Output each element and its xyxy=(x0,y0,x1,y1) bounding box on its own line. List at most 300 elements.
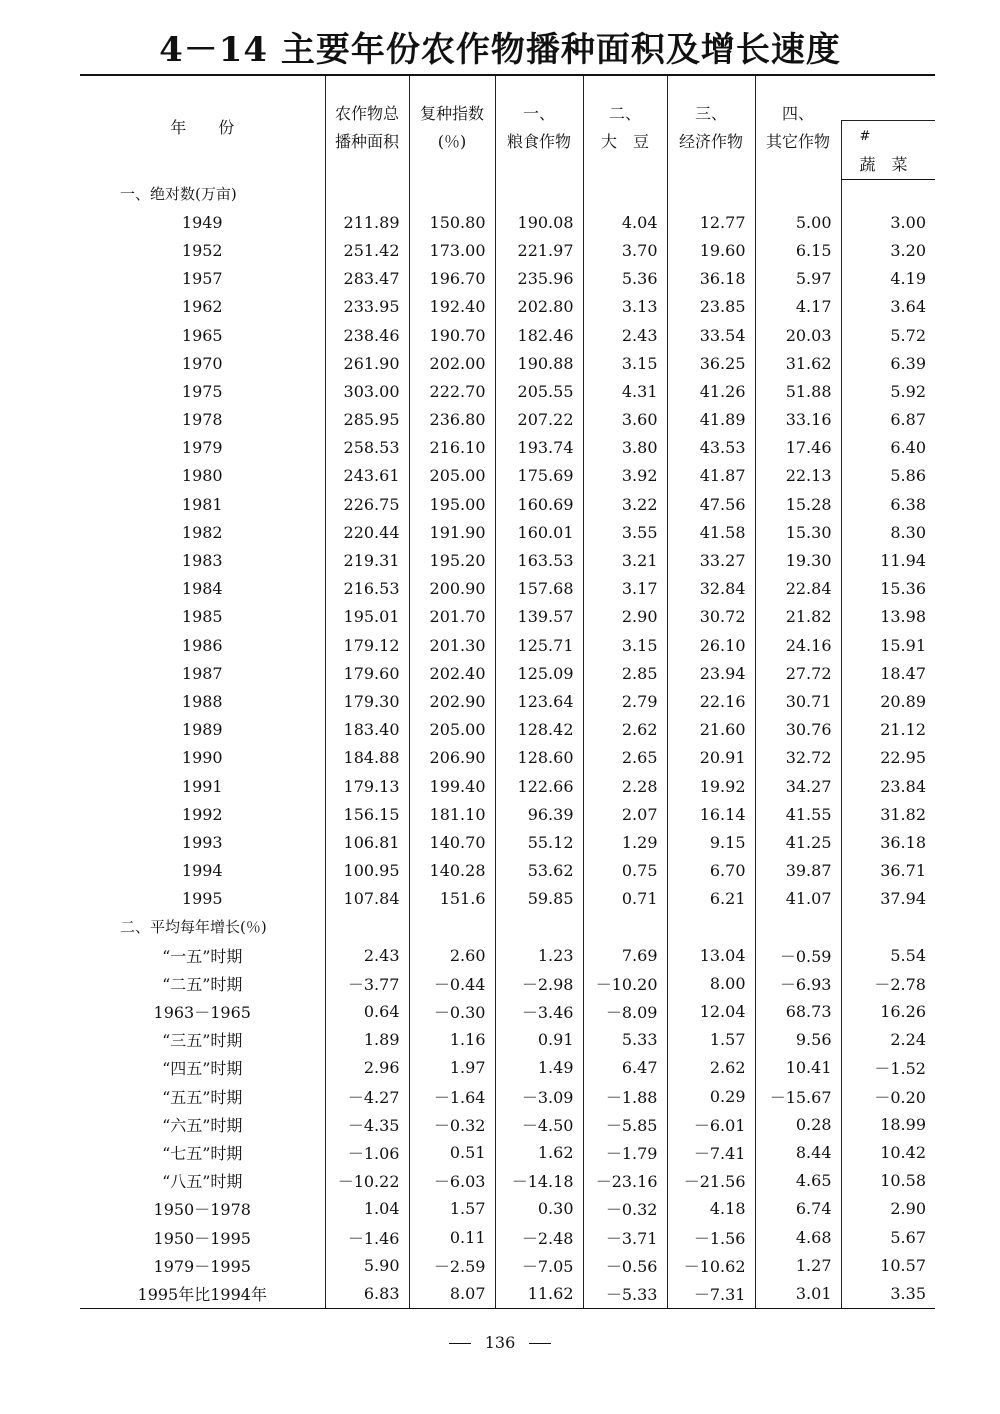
table-cell: 128.60 xyxy=(495,744,583,772)
table-cell: 36.18 xyxy=(667,265,755,293)
table-cell: 9.15 xyxy=(667,828,755,856)
empty-cell xyxy=(495,180,583,209)
table-cell: 251.42 xyxy=(325,236,409,264)
table-cell: 122.66 xyxy=(495,772,583,800)
table-cell: 32.72 xyxy=(755,744,841,772)
table-cell: 2.07 xyxy=(583,800,667,828)
header-vegetables xyxy=(841,121,935,180)
table-cell: 219.31 xyxy=(325,546,409,574)
table-cell: 3.70 xyxy=(583,236,667,264)
table-row xyxy=(80,434,935,462)
table-cell: 5.90 xyxy=(325,1251,409,1279)
table-row xyxy=(80,857,935,885)
table-row xyxy=(80,716,935,744)
table-cell: 27.72 xyxy=(755,659,841,687)
table-cell: 4.68 xyxy=(755,1223,841,1251)
table-cell: 3.55 xyxy=(583,518,667,546)
table-row xyxy=(80,941,935,969)
table-cell: 196.70 xyxy=(409,265,495,293)
row-label: “六五”时期 xyxy=(162,1115,243,1135)
table-cell: －3.46 xyxy=(495,997,583,1025)
table-cell: 33.27 xyxy=(667,546,755,574)
table-row xyxy=(80,1195,935,1223)
empty-cell xyxy=(583,180,667,209)
table-cell: 151.6 xyxy=(409,885,495,913)
table-row xyxy=(80,828,935,856)
row-label: “四五”时期 xyxy=(162,1059,243,1079)
table-cell: 283.47 xyxy=(325,265,409,293)
table-cell: 1.16 xyxy=(409,1026,495,1054)
header-year-label: 年 份 xyxy=(170,117,235,137)
table-cell: 96.39 xyxy=(495,800,583,828)
table-cell: －2.78 xyxy=(841,969,935,997)
table-cell: 235.96 xyxy=(495,265,583,293)
table-cell: 18.99 xyxy=(841,1110,935,1138)
table-row xyxy=(80,772,935,800)
table-cell: －1.06 xyxy=(325,1138,409,1166)
table-cell: －1.88 xyxy=(583,1082,667,1110)
table-cell: 220.44 xyxy=(325,518,409,546)
table-cell: －14.18 xyxy=(495,1167,583,1195)
row-label: 1993 xyxy=(181,832,223,852)
table-cell: 0.51 xyxy=(409,1138,495,1166)
table-row xyxy=(80,1223,935,1251)
table-cell: 179.12 xyxy=(325,631,409,659)
table-cell: 179.30 xyxy=(325,687,409,715)
table-row xyxy=(80,518,935,546)
table-row xyxy=(80,377,935,405)
row-label: 1989 xyxy=(181,720,223,740)
empty-cell xyxy=(325,913,409,941)
table-cell: 26.10 xyxy=(667,631,755,659)
header-veg-line2: 蔬 菜 xyxy=(859,155,908,174)
table-cell: 3.01 xyxy=(755,1279,841,1308)
header-grain-line1: 一、 xyxy=(522,103,555,123)
table-cell: 6.47 xyxy=(583,1054,667,1082)
table-cell: 4.17 xyxy=(755,293,841,321)
header-total-line2: 播种面积 xyxy=(334,131,399,151)
table-cell: 123.64 xyxy=(495,687,583,715)
table-cell: 4.65 xyxy=(755,1167,841,1195)
table-row xyxy=(80,800,935,828)
table-cell: －5.85 xyxy=(583,1110,667,1138)
header-soybean xyxy=(583,75,667,180)
header-veg-line1: # xyxy=(859,129,871,144)
table-cell: 41.25 xyxy=(755,828,841,856)
table-cell: 195.00 xyxy=(409,490,495,518)
empty-cell xyxy=(409,180,495,209)
empty-cell xyxy=(667,180,755,209)
row-label: 1985 xyxy=(181,607,223,627)
table-cell: 10.58 xyxy=(841,1167,935,1195)
table-cell: 6.40 xyxy=(841,434,935,462)
table-cell: 285.95 xyxy=(325,406,409,434)
table-row xyxy=(80,1026,935,1054)
table-cell: －7.05 xyxy=(495,1251,583,1279)
table-cell: 31.82 xyxy=(841,800,935,828)
table-cell: 182.46 xyxy=(495,321,583,349)
table-cell: 19.30 xyxy=(755,546,841,574)
page-title: 4－14 主要年份农作物播种面积及增长速度 xyxy=(159,30,841,70)
table-cell: 190.08 xyxy=(495,208,583,236)
row-label: 1990 xyxy=(181,748,223,768)
table-cell: 3.00 xyxy=(841,208,935,236)
table-cell: 199.40 xyxy=(409,772,495,800)
table-cell: 6.74 xyxy=(755,1195,841,1223)
table-cell: 43.53 xyxy=(667,434,755,462)
table-cell: 37.94 xyxy=(841,885,935,913)
table-cell: 5.86 xyxy=(841,462,935,490)
empty-cell xyxy=(755,913,841,941)
table-cell: 41.87 xyxy=(667,462,755,490)
table-cell: 2.90 xyxy=(841,1195,935,1223)
table-cell: －0.30 xyxy=(409,997,495,1025)
table-cell: 10.57 xyxy=(841,1251,935,1279)
table-cell: 3.92 xyxy=(583,462,667,490)
table-cell: 303.00 xyxy=(325,377,409,405)
table-cell: －1.46 xyxy=(325,1223,409,1251)
section-label: 二、平均每年增长(％) xyxy=(120,918,267,937)
table-cell: －6.03 xyxy=(409,1167,495,1195)
table-cell: 205.00 xyxy=(409,716,495,744)
table-cell: －0.44 xyxy=(409,969,495,997)
table-cell: 3.17 xyxy=(583,575,667,603)
table-cell: 55.12 xyxy=(495,828,583,856)
table-cell: 32.84 xyxy=(667,575,755,603)
table-cell: 33.16 xyxy=(755,406,841,434)
table-cell: －2.48 xyxy=(495,1223,583,1251)
header-other-line2: 其它作物 xyxy=(765,131,830,151)
table-cell: 1.04 xyxy=(325,1195,409,1223)
table-cell: 41.07 xyxy=(755,885,841,913)
table-row xyxy=(80,631,935,659)
empty-cell xyxy=(325,180,409,209)
table-cell: 16.14 xyxy=(667,800,755,828)
table-cell: 175.69 xyxy=(495,462,583,490)
table-cell: 22.95 xyxy=(841,744,935,772)
header-multiple-cropping xyxy=(409,75,495,180)
row-label: 1950－1995 xyxy=(153,1228,251,1248)
table-row xyxy=(80,1110,935,1138)
table-row xyxy=(80,293,935,321)
table-cell: －0.59 xyxy=(755,941,841,969)
empty-cell xyxy=(841,180,935,209)
row-label: 1952 xyxy=(181,240,223,260)
table-cell: 179.60 xyxy=(325,659,409,687)
table-row xyxy=(80,1279,935,1308)
table-cell: 5.00 xyxy=(755,208,841,236)
table-cell: 8.44 xyxy=(755,1138,841,1166)
header-veg-blank xyxy=(841,75,935,121)
table-row xyxy=(80,1054,935,1082)
table-cell: 0.91 xyxy=(495,1026,583,1054)
table-cell: 201.30 xyxy=(409,631,495,659)
table-cell: 18.47 xyxy=(841,659,935,687)
table-cell: 0.75 xyxy=(583,857,667,885)
table-cell: 1.27 xyxy=(755,1251,841,1279)
table-cell: 2.24 xyxy=(841,1026,935,1054)
table-cell: 12.04 xyxy=(667,997,755,1025)
table-cell: －4.35 xyxy=(325,1110,409,1138)
table-cell: 2.65 xyxy=(583,744,667,772)
table-cell: 211.89 xyxy=(325,208,409,236)
table-header xyxy=(80,75,935,180)
table-cell: 15.30 xyxy=(755,518,841,546)
table-cell: －23.16 xyxy=(583,1167,667,1195)
table-cell: 1.49 xyxy=(495,1054,583,1082)
table-cell: 140.28 xyxy=(409,857,495,885)
table-cell: 30.76 xyxy=(755,716,841,744)
table-cell: 23.85 xyxy=(667,293,755,321)
table-row xyxy=(80,462,935,490)
table-cell: 233.95 xyxy=(325,293,409,321)
table-cell: 2.79 xyxy=(583,687,667,715)
table-row xyxy=(80,603,935,631)
table-cell: －10.22 xyxy=(325,1167,409,1195)
header-multi-line1: 复种指数 xyxy=(419,103,484,123)
table-cell: 3.15 xyxy=(583,631,667,659)
table-cell: 193.74 xyxy=(495,434,583,462)
table-cell: 160.01 xyxy=(495,518,583,546)
table-row xyxy=(80,744,935,772)
table-row xyxy=(80,969,935,997)
table-row xyxy=(80,546,935,574)
table-cell: －7.31 xyxy=(667,1279,755,1308)
table-cell: －21.56 xyxy=(667,1167,755,1195)
table-cell: 6.15 xyxy=(755,236,841,264)
table-cell: 125.09 xyxy=(495,659,583,687)
table-cell: 3.21 xyxy=(583,546,667,574)
table-cell: 156.15 xyxy=(325,800,409,828)
table-cell: 1.62 xyxy=(495,1138,583,1166)
table-cell: 236.80 xyxy=(409,406,495,434)
table-cell: 12.77 xyxy=(667,208,755,236)
header-econ-line1: 三、 xyxy=(694,103,727,123)
table-cell: －3.09 xyxy=(495,1082,583,1110)
table-cell: 202.90 xyxy=(409,687,495,715)
table-cell: 5.33 xyxy=(583,1026,667,1054)
row-label: 1979 xyxy=(181,438,223,458)
table-cell: 5.92 xyxy=(841,377,935,405)
table-cell: 13.98 xyxy=(841,603,935,631)
page-number xyxy=(0,1333,1000,1352)
table-cell: 17.46 xyxy=(755,434,841,462)
table-cell: －0.32 xyxy=(409,1110,495,1138)
table-cell: 4.18 xyxy=(667,1195,755,1223)
table-cell: 53.62 xyxy=(495,857,583,885)
table-cell: 24.16 xyxy=(755,631,841,659)
row-label: 1988 xyxy=(181,691,223,711)
table-cell: 243.61 xyxy=(325,462,409,490)
table-cell: 22.13 xyxy=(755,462,841,490)
header-total-line1: 农作物总 xyxy=(334,103,399,123)
table-cell: 34.27 xyxy=(755,772,841,800)
table-cell: 19.60 xyxy=(667,236,755,264)
table-cell: －8.09 xyxy=(583,997,667,1025)
empty-cell xyxy=(755,180,841,209)
table-cell: 2.60 xyxy=(409,941,495,969)
row-label: 1995年比1994年 xyxy=(80,1279,325,1308)
table-cell: 0.29 xyxy=(667,1082,755,1110)
table-cell: －6.01 xyxy=(667,1110,755,1138)
table-cell: 0.30 xyxy=(495,1195,583,1223)
table-cell: 2.85 xyxy=(583,659,667,687)
table-cell: 6.39 xyxy=(841,349,935,377)
row-label: “一五”时期 xyxy=(162,946,243,966)
table-cell: 13.04 xyxy=(667,941,755,969)
table-cell: 4.19 xyxy=(841,265,935,293)
row-label: “五五”时期 xyxy=(162,1087,243,1107)
table-cell: 2.62 xyxy=(583,716,667,744)
header-econ-line2: 经济作物 xyxy=(678,131,743,151)
table-cell: 0.28 xyxy=(755,1110,841,1138)
table-cell: 2.43 xyxy=(325,941,409,969)
row-label: 1982 xyxy=(181,522,223,542)
table-cell: 3.60 xyxy=(583,406,667,434)
table-cell: 3.80 xyxy=(583,434,667,462)
table-cell: 41.58 xyxy=(667,518,755,546)
table-cell: 33.54 xyxy=(667,321,755,349)
table-cell: 190.70 xyxy=(409,321,495,349)
table-cell: 22.16 xyxy=(667,687,755,715)
table-cell: －1.52 xyxy=(841,1054,935,1082)
table-cell: 15.91 xyxy=(841,631,935,659)
row-label: 1980 xyxy=(181,466,223,486)
table-cell: 20.91 xyxy=(667,744,755,772)
table-cell: 1.97 xyxy=(409,1054,495,1082)
table-cell: 3.22 xyxy=(583,490,667,518)
table-cell: 173.00 xyxy=(409,236,495,264)
table-cell: 139.57 xyxy=(495,603,583,631)
section-row xyxy=(80,913,935,941)
table-cell: 106.81 xyxy=(325,828,409,856)
table-cell: －10.62 xyxy=(667,1251,755,1279)
table-cell: 179.13 xyxy=(325,772,409,800)
table-cell: －1.79 xyxy=(583,1138,667,1166)
table-cell: 5.97 xyxy=(755,265,841,293)
row-label: 1975 xyxy=(181,381,223,401)
header-soy-line2: 大 豆 xyxy=(600,131,649,151)
row-label: 1991 xyxy=(181,776,223,796)
table-cell: 5.36 xyxy=(583,265,667,293)
section-label: 一、绝对数(万亩) xyxy=(120,185,237,204)
table-cell: 258.53 xyxy=(325,434,409,462)
table-cell: 16.26 xyxy=(841,997,935,1025)
table-cell: －0.32 xyxy=(583,1195,667,1223)
table-cell: 2.28 xyxy=(583,772,667,800)
table-cell: 59.85 xyxy=(495,885,583,913)
table-cell: 2.62 xyxy=(667,1054,755,1082)
table-cell: －3.77 xyxy=(325,969,409,997)
header-multi-line2: (％) xyxy=(437,131,467,151)
table-cell: 221.97 xyxy=(495,236,583,264)
table-cell: 7.69 xyxy=(583,941,667,969)
table-cell: 183.40 xyxy=(325,716,409,744)
table-cell: 39.87 xyxy=(755,857,841,885)
row-label: 1962 xyxy=(181,297,223,317)
table-row xyxy=(80,1082,935,1110)
table-row xyxy=(80,406,935,434)
row-label: 1949 xyxy=(181,212,223,232)
table-cell: 216.53 xyxy=(325,575,409,603)
table-cell: 10.42 xyxy=(841,1138,935,1166)
table-row xyxy=(80,265,935,293)
row-label: “三五”时期 xyxy=(162,1031,243,1051)
table-cell: 0.11 xyxy=(409,1223,495,1251)
table-row xyxy=(80,490,935,518)
table-cell: 41.55 xyxy=(755,800,841,828)
table-cell: －4.50 xyxy=(495,1110,583,1138)
table-cell: －0.20 xyxy=(841,1082,935,1110)
row-label: “二五”时期 xyxy=(162,974,243,994)
page-number-value: 136 xyxy=(484,1333,516,1352)
row-label: 1978 xyxy=(181,410,223,430)
table-cell: 3.20 xyxy=(841,236,935,264)
table-cell: 15.28 xyxy=(755,490,841,518)
table-cell: 1.57 xyxy=(409,1195,495,1223)
table-cell: 4.04 xyxy=(583,208,667,236)
row-label: “七五”时期 xyxy=(162,1143,243,1163)
table-cell: 160.69 xyxy=(495,490,583,518)
table-row xyxy=(80,1138,935,1166)
table-cell: －1.64 xyxy=(409,1082,495,1110)
header-soy-line1: 二、 xyxy=(608,103,641,123)
header-grain-line2: 粮食作物 xyxy=(506,131,571,151)
table-cell: 41.26 xyxy=(667,377,755,405)
table-cell: 238.46 xyxy=(325,321,409,349)
table-cell: 21.60 xyxy=(667,716,755,744)
table-cell: 261.90 xyxy=(325,349,409,377)
table-cell: 6.38 xyxy=(841,490,935,518)
table-cell: 11.62 xyxy=(495,1279,583,1308)
table-cell: 6.21 xyxy=(667,885,755,913)
table-cell: 5.67 xyxy=(841,1223,935,1251)
table-row xyxy=(80,236,935,264)
table-cell: 8.30 xyxy=(841,518,935,546)
table-cell: 125.71 xyxy=(495,631,583,659)
table-cell: －6.93 xyxy=(755,969,841,997)
table-cell: 15.36 xyxy=(841,575,935,603)
table-cell: 6.70 xyxy=(667,857,755,885)
table-cell: 195.20 xyxy=(409,546,495,574)
table-cell: －5.33 xyxy=(583,1279,667,1308)
row-label: 1965 xyxy=(181,325,223,345)
table-cell: 2.90 xyxy=(583,603,667,631)
table-cell: 1.57 xyxy=(667,1026,755,1054)
section-row xyxy=(80,180,935,209)
table-cell: 8.00 xyxy=(667,969,755,997)
table-cell: 20.03 xyxy=(755,321,841,349)
table-cell: 30.71 xyxy=(755,687,841,715)
table-cell: 128.42 xyxy=(495,716,583,744)
table-cell: 3.15 xyxy=(583,349,667,377)
table-cell: －2.59 xyxy=(409,1251,495,1279)
header-economic xyxy=(667,75,755,180)
table-cell: 107.84 xyxy=(325,885,409,913)
table-cell: 23.84 xyxy=(841,772,935,800)
table-row xyxy=(80,321,935,349)
table-cell: 3.35 xyxy=(841,1279,935,1308)
table-cell: －1.56 xyxy=(667,1223,755,1251)
table-row xyxy=(80,687,935,715)
table-cell: 31.62 xyxy=(755,349,841,377)
table-cell: 2.43 xyxy=(583,321,667,349)
row-label: 1984 xyxy=(181,579,223,599)
table-cell: －2.98 xyxy=(495,969,583,997)
row-label: 1963－1965 xyxy=(153,1003,251,1023)
table-cell: 2.96 xyxy=(325,1054,409,1082)
row-label: 1957 xyxy=(181,269,223,289)
